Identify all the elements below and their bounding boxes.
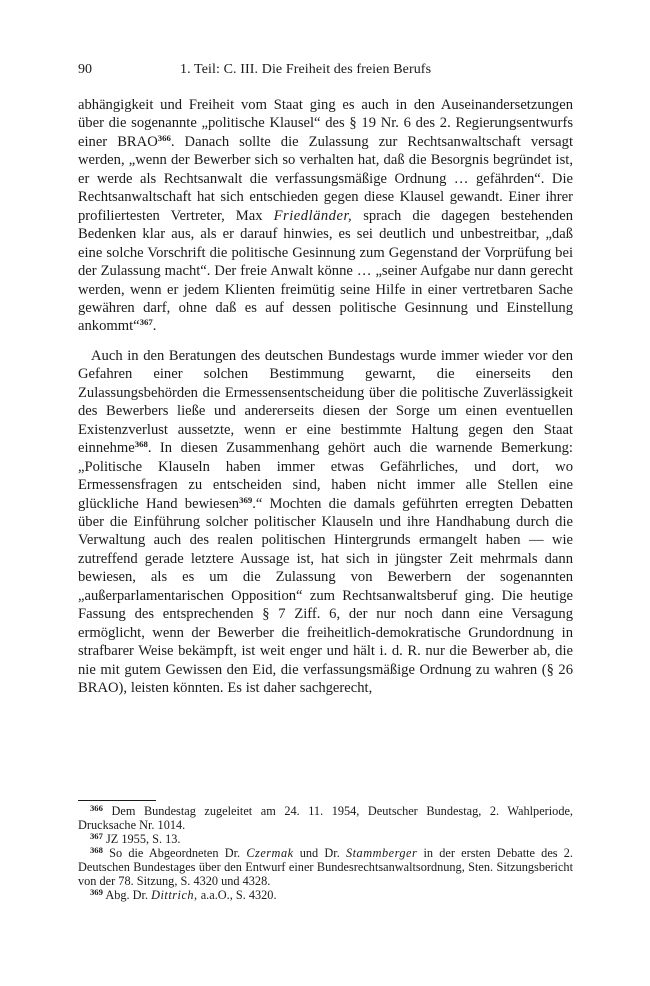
- page-number: 90: [78, 62, 92, 77]
- footnote-367: $^{367}$ JZ 1955, S. 13.: [90, 831, 181, 846]
- paragraph-2: Auch in den Beratungen des deutschen Bundestags wurde immer wieder vor den Gefahren einer solchen Bestimmung gewarnt, die einerseits den Zulassungsbehörden die Ermessensentscheidung über die politische Zuverlässigkeit des Bewerbers ließe und andererseits diesen der Sorge um einen eventuellen Existenzverlust aussetzte, wenn er eine bestimmte Haltung gegen den Staat einnehme$^{368}$. In diesen Zusammenhang gehört auch die warnende Bemerkung: „Politische Klauseln haben immer etwas Gefährliches, und dort, wo Ermessensfragen zu entscheiden sind, haben nicht immer alle Stellen eine glückliche Hand bewiesen$^{369}$.“ Mochten die damals geführten erregten Debatten über die Einführung solcher politischer Klauseln und ihre Handhabung durch die Verwaltung auch des realen politischen Hintergrunds ermangelt haben — wie zutreffend gerade letztere Aussage ist, hat sich in jüngster Zeit mehrmals dann bewiesen, als es um die Zulassung von Bewerbern der sogenannten „außerparlamentarischen Opposition“ zum Rechtsanwaltsberuf ging. Die heutige Fassung des entsprechenden § 7 Ziff. 6, der nur noch dann eine Versagung ermöglicht, wenn der Bewerber die freiheitlich-demokratische Grundordnung in strafbarer Weise bekämpft, ist weit enger und hält i. d. R. nur die Bewerber ab, die nie mit gutem Gewissen den Eid, die verfassungsmäßige Ordnung zu wahren (§ 26 BRAO), leisten könnten. Es ist daher sachgerecht,: [78, 347, 574, 697]
- person-name: Friedländer,: [273, 207, 353, 224]
- footnote-368: $^{368}$ So die Abgeordneten Dr. Czermak und Dr. Stammberger in der ersten Debatte des 2. Deutschen Bundestages über den Entwurf einer Bundesrechtsanwaltsordnung, Sten. Sitzungsbericht von der 78. Sitzung, S. 4320 und 4328.: [78, 845, 574, 888]
- paragraph-1: abhängigkeit und Freiheit vom Staat ging es auch in den Auseinandersetzungen über die sogenannte „politische Klausel“ des § 19 Nr. 6 des 2. Regierungsentwurfs einer BRAO$^{366}$. Danach sollte die Zulassung zur Rechtsanwaltschaft versagt werden, „wenn der Bewerber sich so verhalten hat, daß die Besorgnis begründet ist, er werde als Rechtsanwalt die verfassungsmäßige Ordnung … gefährden“. Die Rechtsanwaltschaft hat sich entschieden gegen diese Klausel gewandt. Einer ihrer profiliertesten Vertreter, Max Friedländer, sprach die dagegen bestehenden Bedenken klar aus, als er darauf hinwies, es sei deutlich und unbestreitbar, „daß eine solche Vorschrift die politische Gesinnung zum Gegenstand der Vorprüfung bei der Zulassung macht“. Der freie Anwalt könne … „seiner Aufgabe nur dann gerecht werden, wenn er jedem Klienten freimütig seine Hilfe in einer vertretbaren Sache gewähren darf, ohne daß es auf dessen politische Gesinnung und Einstellung ankommt“$^{367}$.: [78, 97, 573, 335]
- footnote-ref-367[interactable]: 367: [139, 317, 153, 328]
- main-text: [78, 96, 573, 698]
- footnote-369: $^{369}$ Abg. Dr. Dittrich, a.a.O., S. 4320.: [90, 887, 277, 902]
- footnote-divider: [78, 800, 156, 801]
- running-head: 1. Teil: C. III. Die Freiheit des freien Berufs: [180, 62, 432, 77]
- footnote-ref-366[interactable]: 366: [157, 133, 171, 144]
- footnote-ref-368[interactable]: 368: [134, 439, 148, 450]
- footnote-ref-369[interactable]: 369: [239, 494, 253, 505]
- footnotes: [78, 804, 573, 902]
- footnote-366: $^{366}$ Dem Bundestag zugeleitet am 24. 11. 1954, Deutscher Bundestag, 2. Wahlperiode, Drucksache Nr. 1014.: [78, 803, 574, 832]
- running-header: [78, 62, 573, 84]
